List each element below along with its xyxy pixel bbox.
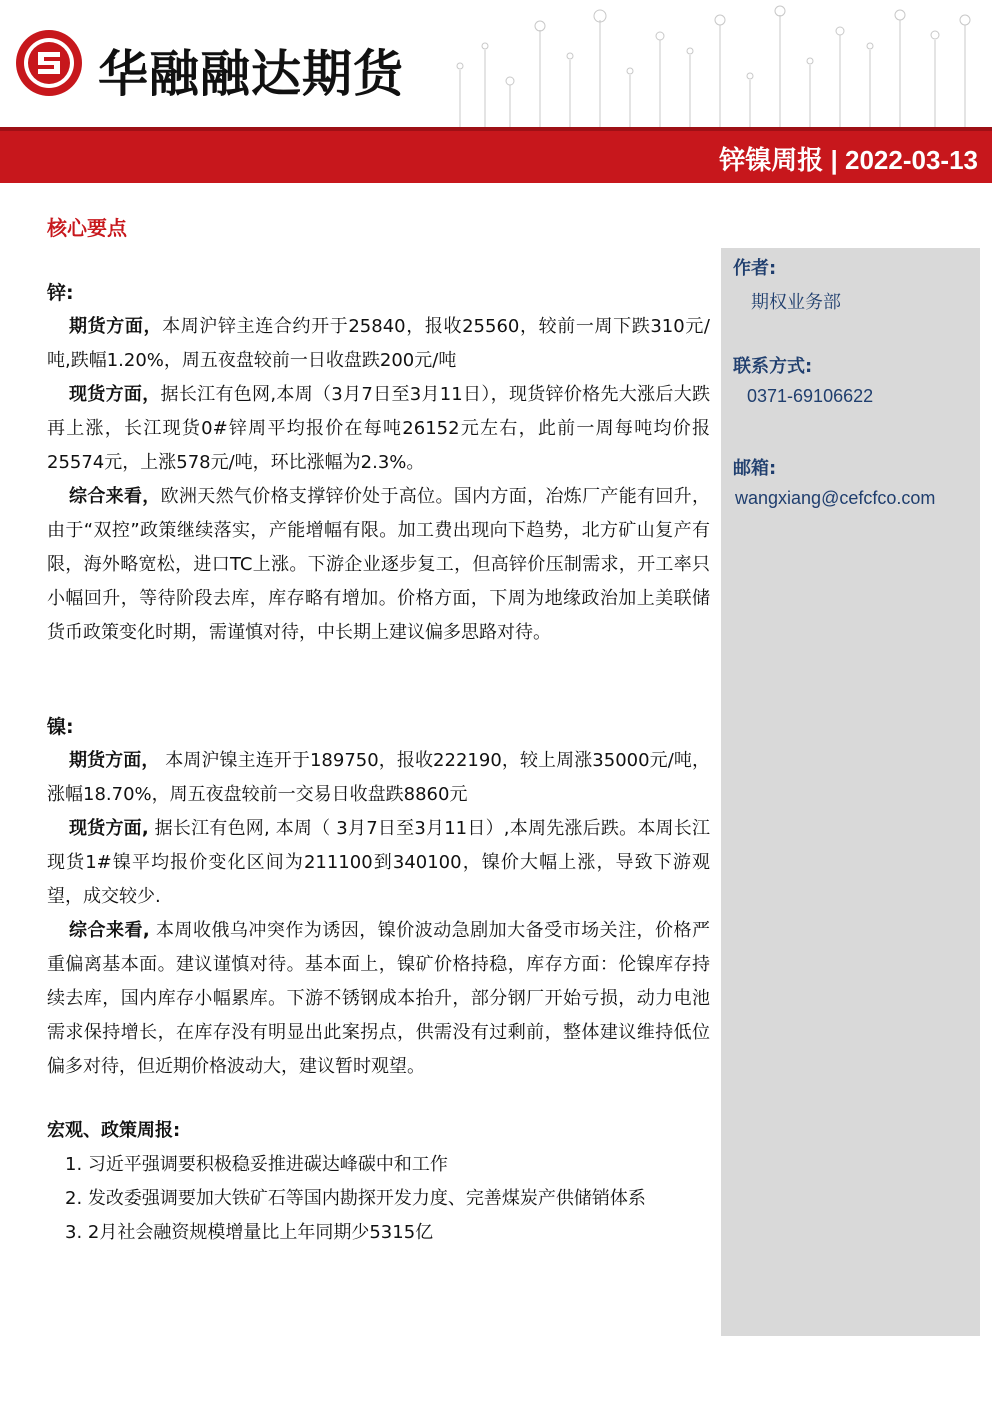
email-value: wangxiang@cefcfco.com <box>735 488 936 508</box>
nickel-summary-paragraph <box>47 914 710 1084</box>
paragraph-lead: 综合来看, <box>69 920 150 941</box>
paragraph-text: 欧洲天然气价格支撑锌价处于高位。国内方面，冶炼厂产能有回升，由于“双控”政策继续落实，产能增幅有限。加工费出现向下趋势，北方矿山复产有限，海外略宽松，进口TC上涨。下游企业逐步复工，但高锌价压制需求，开工率只小幅回升，等待阶段去库，库存略有增加。价格方面，下周为地缘政治加上美联储货币政策变化时期，需谨慎对待，中长期上建议偏多思路对待。 <box>47 486 711 643</box>
list-item: 2. 发改委强调要加大铁矿石等国内勘探开发力度、完善煤炭产供储销体系 <box>65 1188 646 1209</box>
nickel-spot-paragraph <box>47 812 710 914</box>
paragraph-text: 据长江有色网, 本周（ 3月7日至3月11日）,本周先涨后跌。本周长江现货1#镍平均报价变化区间为211100到340100，镍价大幅上涨，导致下游观望，成交较少. <box>47 818 710 907</box>
paragraph-lead: 现货方面， <box>69 384 161 405</box>
list-item: 3. 2月社会融资规模增量比上年同期少5315亿 <box>65 1222 434 1243</box>
list-item: 1. 习近平强调要积极稳妥推进碳达峰碳中和工作 <box>65 1154 448 1175</box>
paragraph-text: 本周收俄乌冲突作为诱因，镍价波动急剧加大备受市场关注，价格严重偏离基本面。建议谨慎对待。基本面上，镍矿价格持稳，库存方面：伦镍库存持续去库，国内库存小幅累库。下游不锈钢成本抬升，部分钢厂开始亏损，动力电池需求保持增长，在库存没有明显出此案拐点，供需没有过剩前，整体建议维持低位偏多对待，但近期价格波动大，建议暂时观望。 <box>47 920 711 1077</box>
nickel-futures-paragraph <box>47 744 710 812</box>
paragraph-text: 据长江有色网,本周（3月7日至3月11日），现货锌价格先大涨后大跌再上涨，长江现货0#锌周平均报价在每吨26152元左右，此前一周每吨均价报25574元，上涨578元/吨，环比涨幅为2.3%。 <box>47 384 710 473</box>
section-gap <box>47 650 710 710</box>
author-sidebar <box>721 248 980 1336</box>
macro-list <box>47 1148 710 1250</box>
zinc-spot-paragraph <box>47 378 710 480</box>
report-title: 锌镍周报 | 2022-03-13 <box>719 145 978 175</box>
key-points-heading: 核心要点 <box>47 216 127 240</box>
zinc-futures-paragraph <box>47 310 710 378</box>
contact-label: 联系方式: <box>733 356 813 377</box>
decorative-pattern <box>440 0 992 130</box>
paragraph-lead: 期货方面， <box>69 750 160 771</box>
paragraph-lead: 期货方面， <box>69 316 163 337</box>
title-bar-top-stripe <box>0 127 992 131</box>
contact-value: 0371-69106622 <box>747 386 874 406</box>
section-gap <box>47 1084 710 1114</box>
email-label: 邮箱: <box>733 458 777 479</box>
author-value: 期权业务部 <box>751 292 841 312</box>
paragraph-text: 本周沪镍主连开于189750，报收222190，较上周涨35000元/吨，涨幅18.70%，周五夜盘较前一交易日收盘跌8860元 <box>47 750 710 805</box>
main-content <box>47 276 710 1250</box>
macro-title: 宏观、政策周报: <box>47 1120 181 1141</box>
nickel-title: 镍: <box>47 716 74 738</box>
zinc-summary-paragraph <box>47 480 710 650</box>
company-name: 华融融达期货 <box>98 44 404 103</box>
paragraph-lead: 综合来看， <box>69 486 161 507</box>
paragraph-lead: 现货方面, <box>69 818 149 839</box>
company-logo-icon <box>14 28 84 98</box>
zinc-title: 锌: <box>47 282 74 304</box>
paragraph-text: 本周沪锌主连合约开于25840，报收25560，较前一周下跌310元/吨,跌幅1.20%，周五夜盘较前一日收盘跌200元/吨 <box>47 316 711 371</box>
header <box>0 0 992 130</box>
author-label: 作者: <box>733 258 777 279</box>
